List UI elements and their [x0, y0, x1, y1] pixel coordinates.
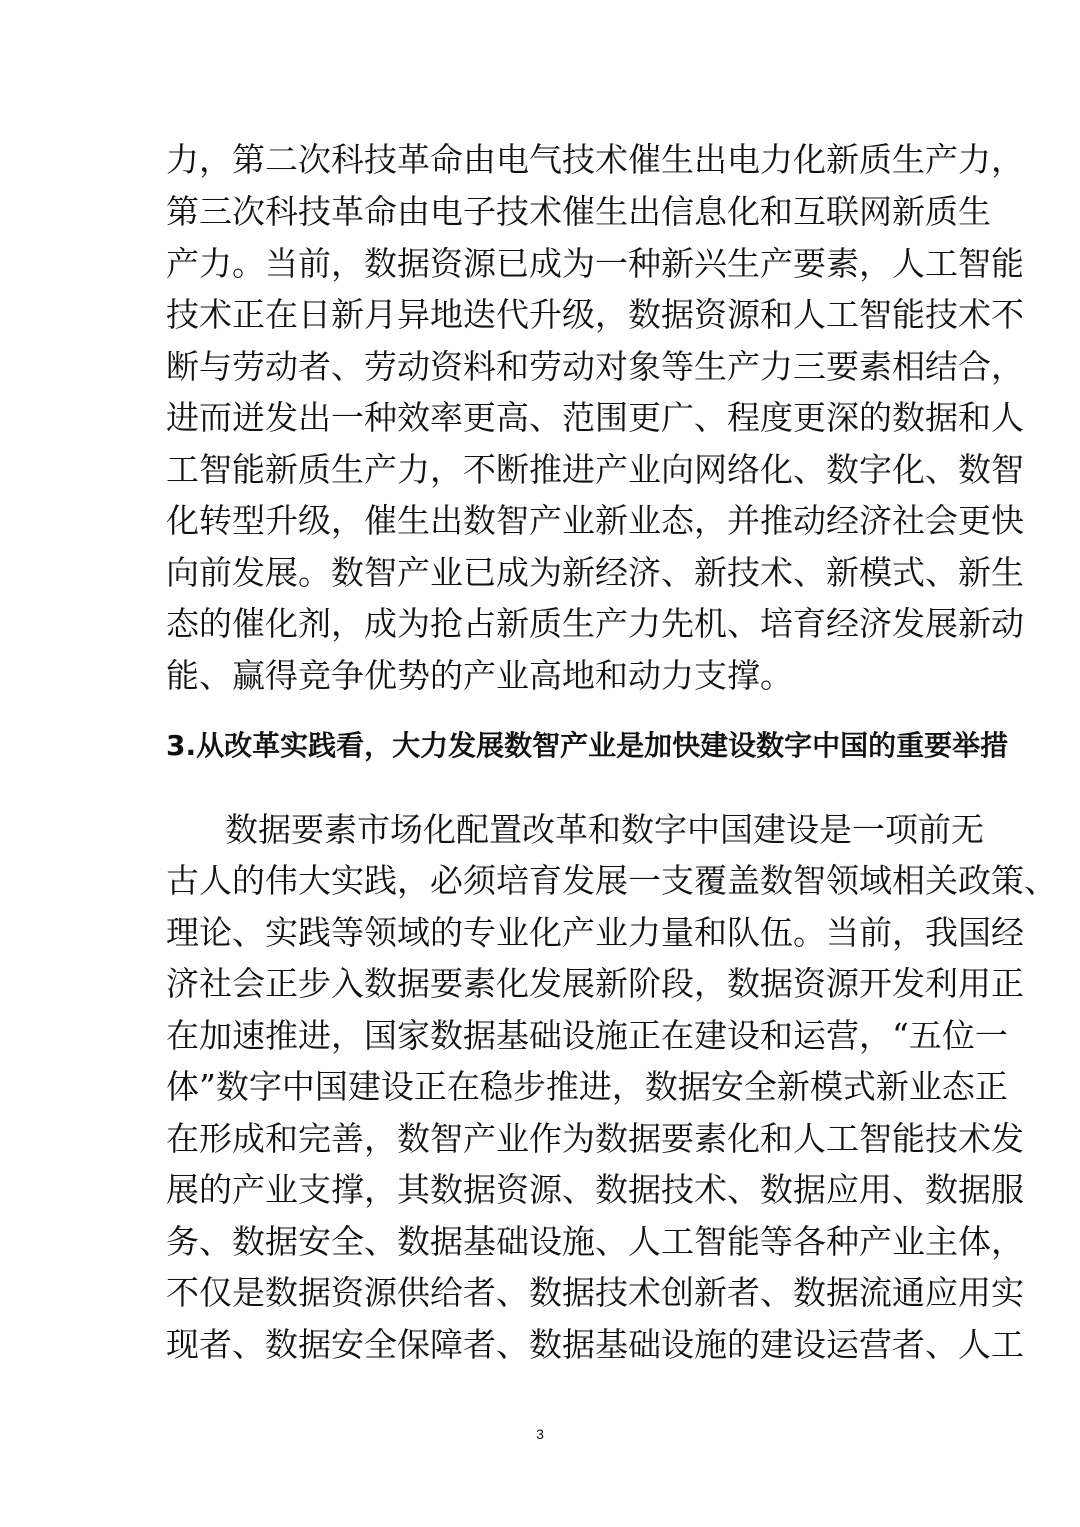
text-line: 工智能新质生产力，不断推进产业向网络化、数字化、数智: [166, 450, 1024, 489]
text-line: 断与劳动者、劳动资料和劳动对象等生产力三要素相结合，: [166, 347, 1024, 386]
text-line: 第三次科技革命由电子技术催生出信息化和互联网新质生: [166, 192, 991, 231]
section-heading: 3.从改革实践看，大力发展数智产业是加快建设数字中国的重要举措: [166, 729, 1009, 762]
text-line: 古人的伟大实践，必须培育发展一支覆盖数智领域相关政策、: [166, 861, 1057, 900]
text-line: 务、数据安全、数据基础设施、人工智能等各种产业主体，: [166, 1222, 1024, 1261]
text-line: 在加速推进，国家数据基础设施正在建设和运营，“五位一: [166, 1016, 1008, 1055]
text-line: 技术正在日新月异地迭代升级，数据资源和人工智能技术不: [166, 295, 1024, 334]
text-line: 力，第二次科技革命由电气技术催生出电力化新质生产力，: [166, 140, 1024, 179]
text-line: 产力。当前，数据资源已成为一种新兴生产要素，人工智能: [166, 244, 1024, 283]
page-number: 3: [536, 1426, 544, 1442]
text-line: 理论、实践等领域的专业化产业力量和队伍。当前，我国经: [166, 913, 1024, 952]
text-line: 态的催化剂，成为抢占新质生产力先机、培育经济发展新动: [166, 604, 1024, 643]
text-line: 化转型升级，催生出数智产业新业态，并推动经济社会更快: [166, 501, 1024, 540]
text-line: 能、赢得竞争优势的产业高地和动力支撑。: [166, 656, 793, 695]
text-line: 向前发展。数智产业已成为新经济、新技术、新模式、新生: [166, 553, 1024, 592]
text-line: 现者、数据安全保障者、数据基础设施的建设运营者、人工: [166, 1325, 1024, 1364]
text-line: 不仅是数据资源供给者、数据技术创新者、数据流通应用实: [166, 1273, 1024, 1312]
text-line: 体”数字中国建设正在稳步推进，数据安全新模式新业态正: [166, 1067, 1008, 1106]
text-line: 在形成和完善，数智产业作为数据要素化和人工智能技术发: [166, 1119, 1024, 1158]
text-line: 数据要素市场化配置改革和数字中国建设是一项前无: [225, 810, 984, 849]
text-line: 济社会正步入数据要素化发展新阶段，数据资源开发利用正: [166, 964, 1024, 1003]
text-line: 进而迸发出一种效率更高、范围更广、程度更深的数据和人: [166, 398, 1024, 437]
text-line: 展的产业支撑，其数据资源、数据技术、数据应用、数据服: [166, 1170, 1024, 1209]
